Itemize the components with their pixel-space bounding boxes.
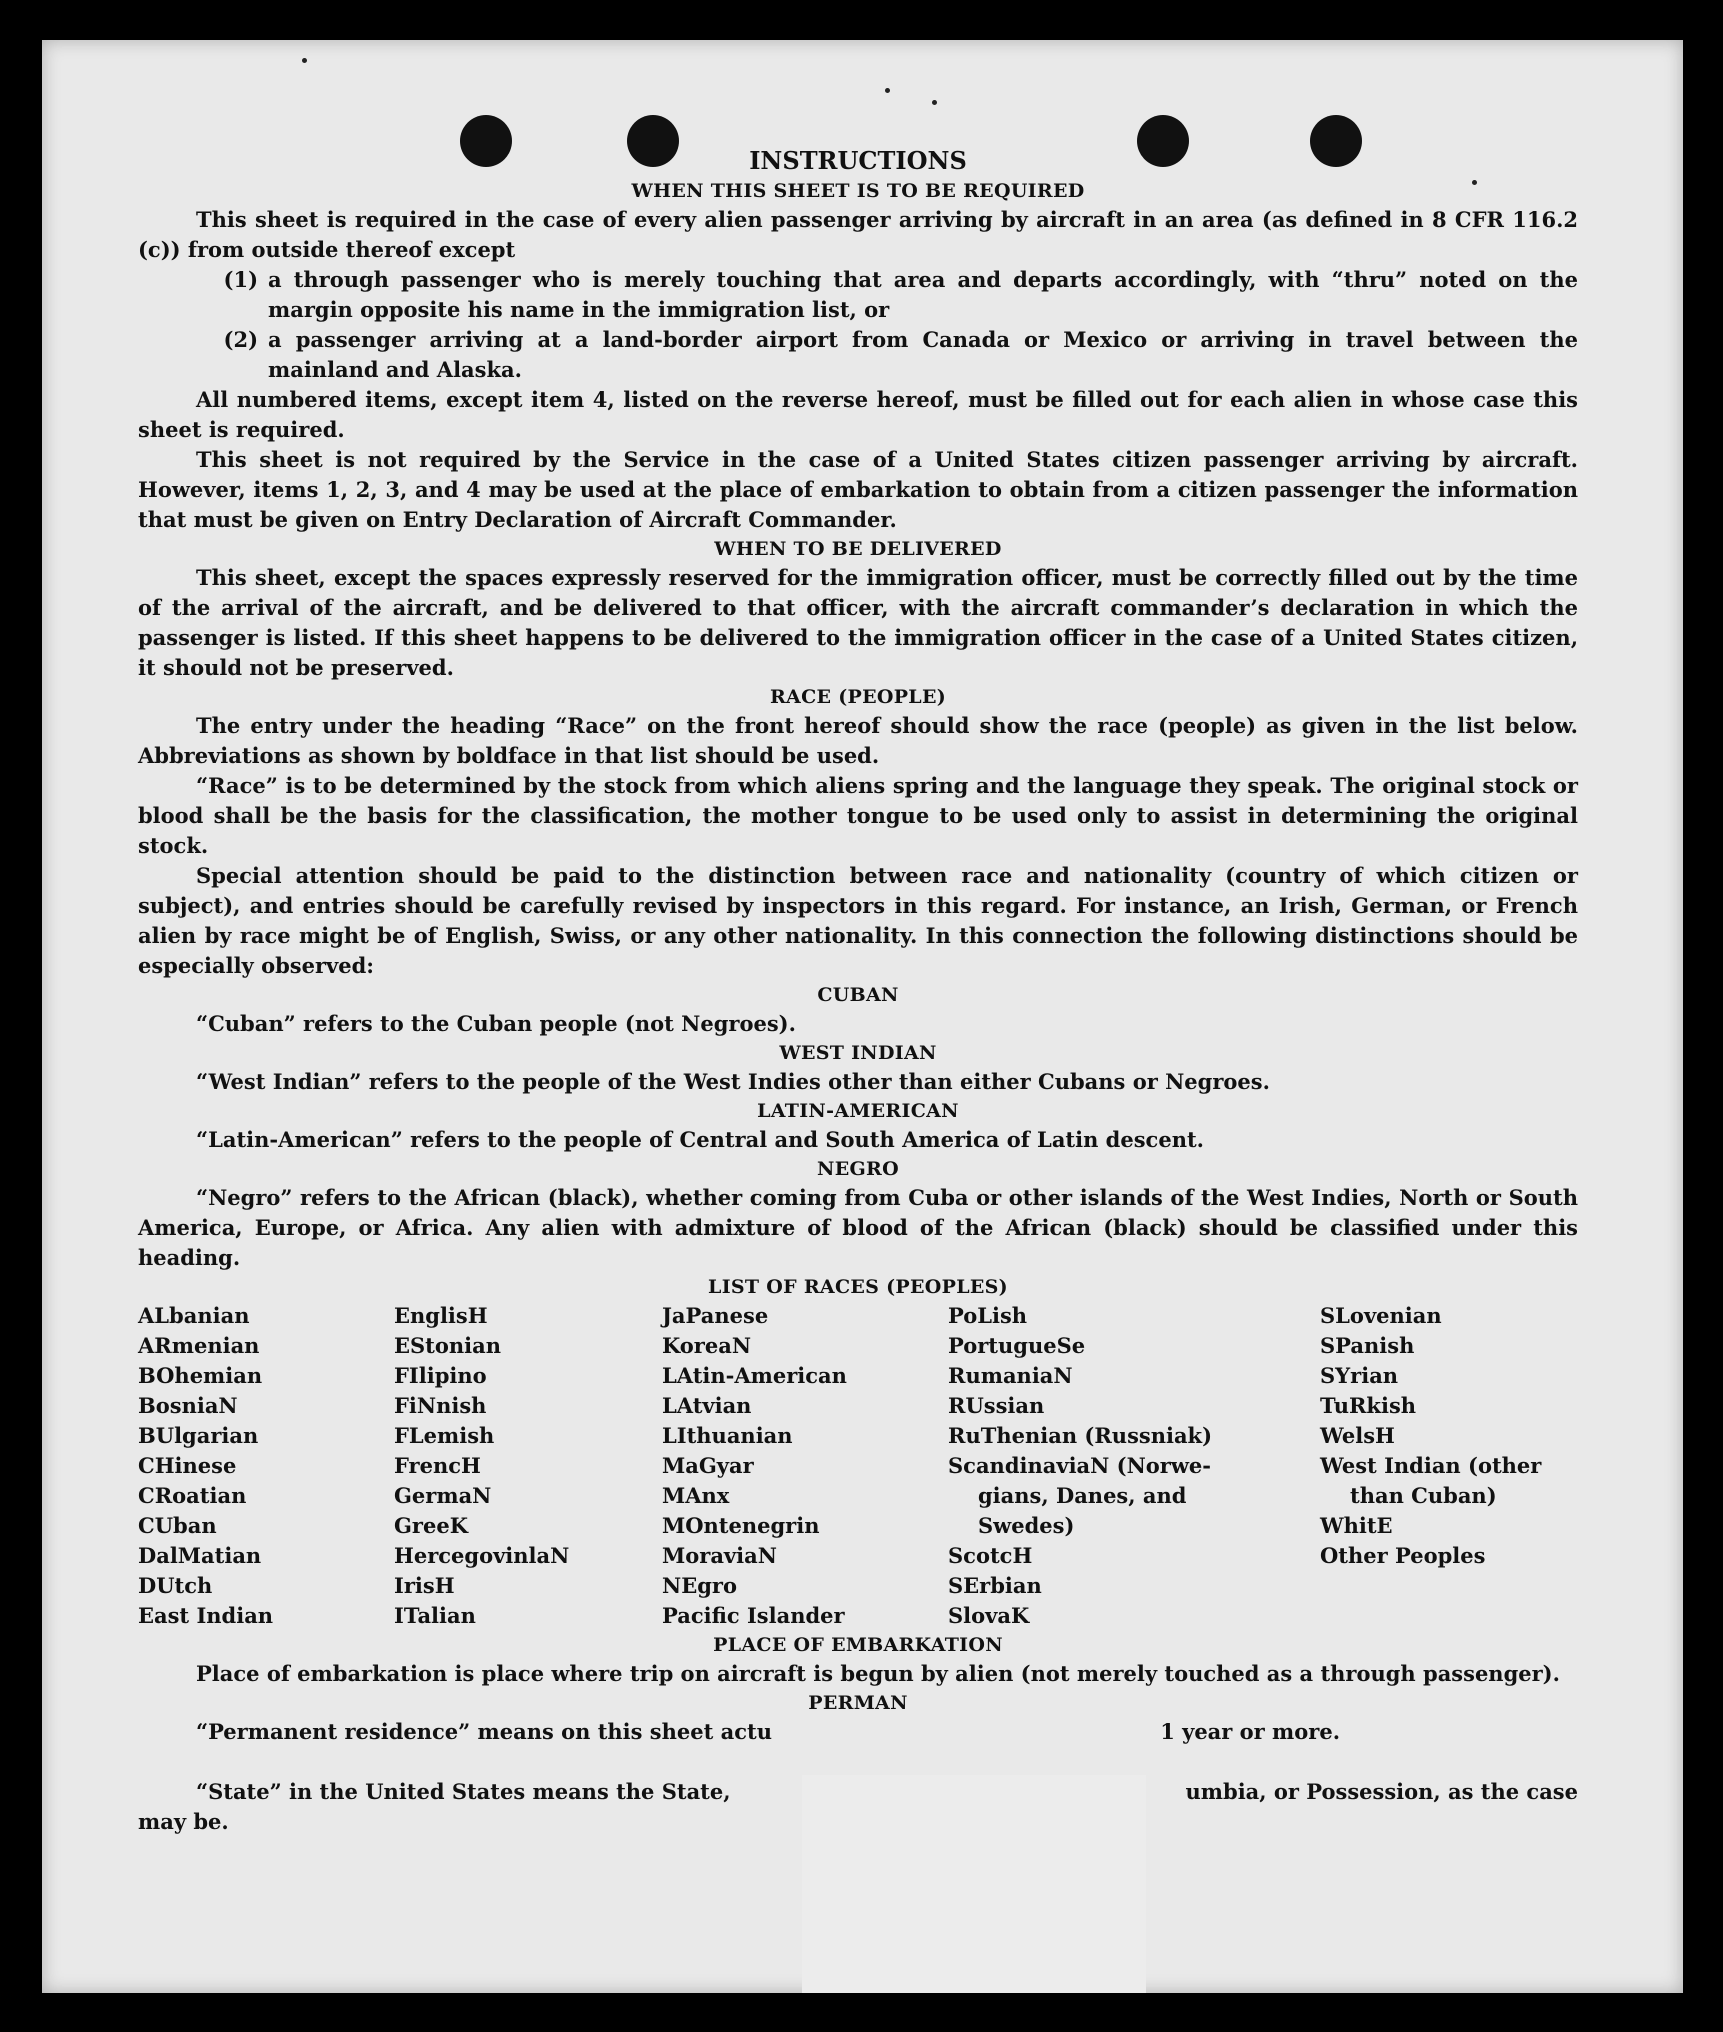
race-item: CHinese <box>138 1453 237 1478</box>
race-item: West Indian (other <box>1320 1453 1542 1478</box>
races-column-3 <box>662 1301 948 1631</box>
heading-race: RACE (PEOPLE) <box>769 686 947 708</box>
paragraph: All numbered items, except item 4, listed on the reverse hereof, must be filled out for each alien in whose case this sheet is required. <box>138 387 1578 442</box>
page-title: INSTRUCTIONS <box>749 146 967 175</box>
document-page <box>42 40 1683 1993</box>
race-item: CRoatian <box>138 1483 247 1508</box>
race-item: ALbanian <box>138 1303 250 1328</box>
race-item: GermaN <box>394 1483 492 1508</box>
races-list <box>138 1301 1578 1631</box>
race-item: MOntenegrin <box>662 1513 820 1538</box>
paragraph: This sheet is not required by the Service in the case of a United States citizen passenger arriving by aircraft. However, items 1, 2, 3, and 4 may be used at the place of embarkation to obtain from a citizen passenger the information that must be given on Entry Declaration of Aircraft Commander. <box>138 447 1578 532</box>
race-item: EStonian <box>394 1333 501 1358</box>
paragraph: “Negro” refers to the African (black), whether coming from Cuba or other islands of the West Indies, North or South America, Europe, or Africa. Any alien with admixture of blood of the African (black) should be classified under this heading. <box>138 1185 1578 1270</box>
paragraph: This sheet, except the spaces expressly reserved for the immigration officer, must be correctly filled out by the time of the arrival of the aircraft, and be delivered to that officer, with the aircraft commander’s declaration in which the passenger is listed. If this sheet happens to be delivered to the immigration officer in the case of a United States citizen, it should not be preserved. <box>138 565 1578 680</box>
paragraph: “Cuban” refers to the Cuban people (not Negroes). <box>196 1011 796 1036</box>
race-item: MoraviaN <box>662 1543 777 1568</box>
paragraph: This sheet is required in the case of every alien passenger arriving by aircraft in an area (as defined in 8 CFR 116.2 (c)) from outside thereof except <box>138 207 1578 262</box>
heading-permanent-residence: PERMAN <box>808 1692 908 1714</box>
race-item: Swedes) <box>978 1513 1075 1538</box>
race-item: SlovaK <box>948 1603 1030 1628</box>
race-item: IrisH <box>394 1573 455 1598</box>
race-item: RUssian <box>948 1393 1045 1418</box>
list-item <box>138 325 1578 385</box>
race-item: TuRkish <box>1320 1393 1417 1418</box>
race-item: LAtin-American <box>662 1363 847 1388</box>
paragraph: “Latin-American” refers to the people of Central and South America of Latin descent. <box>196 1127 1204 1152</box>
race-item: WelsH <box>1320 1423 1395 1448</box>
list-item <box>138 265 1578 325</box>
heading-cuban: CUBAN <box>817 984 899 1006</box>
speck <box>302 58 307 63</box>
heading-latin-american: LATIN-AMERICAN <box>757 1100 959 1122</box>
spacer <box>138 1747 1578 1777</box>
race-item: BUlgarian <box>138 1423 259 1448</box>
race-item: NEgro <box>662 1573 737 1598</box>
race-item: DalMatian <box>138 1543 262 1568</box>
race-item: WhitE <box>1320 1513 1393 1538</box>
race-item: FIlipino <box>394 1363 487 1388</box>
permanent-residence-line <box>138 1717 1578 1747</box>
race-item: KoreaN <box>662 1333 752 1358</box>
race-item: SLovenian <box>1320 1303 1442 1328</box>
item-number: (1) <box>223 267 258 292</box>
race-item: HercegovinlaN <box>394 1543 570 1568</box>
paragraph-fragment: may be. <box>138 1809 229 1834</box>
paragraph: Place of embarkation is place where trip on aircraft is begun by alien (not merely touched as a through passenger). <box>196 1661 1560 1686</box>
race-item: ARmenian <box>138 1333 260 1358</box>
race-item: LAtvian <box>662 1393 752 1418</box>
race-item: BosniaN <box>138 1393 238 1418</box>
races-column-5 <box>1320 1301 1578 1631</box>
heading-required: WHEN THIS SHEET IS TO BE REQUIRED <box>631 180 1085 202</box>
race-item: than Cuban) <box>1350 1483 1497 1508</box>
race-item: East Indian <box>138 1603 274 1628</box>
race-item: Other Peoples <box>1320 1543 1486 1568</box>
race-item: RuThenian (Russniak) <box>948 1423 1213 1448</box>
item-number: (2) <box>223 327 258 352</box>
paragraph-fragment: 1 year or more. <box>1160 1719 1340 1744</box>
heading-negro: NEGRO <box>817 1158 899 1180</box>
race-item: FLemish <box>394 1423 495 1448</box>
paragraph: Special attention should be paid to the distinction between race and nationality (country of which citizen or subject), and entries should be carefully revised by inspectors in this regard. For instance, an Irish, German, or French alien by race might be of English, Swiss, or any other nationality. In this connection the following distinctions should be especially observed: <box>138 863 1578 978</box>
race-item: PoLish <box>948 1303 1028 1328</box>
race-item: ITalian <box>394 1603 476 1628</box>
race-item: ScandinaviaN (Norwe- <box>948 1453 1212 1478</box>
paragraph: “West Indian” refers to the people of the West Indies other than either Cubans or Negroes. <box>196 1069 1270 1094</box>
race-item: EnglisH <box>394 1303 488 1328</box>
heading-embarkation: PLACE OF EMBARKATION <box>713 1634 1003 1656</box>
race-item: ScotcH <box>948 1543 1033 1568</box>
race-item: PortugueSe <box>948 1333 1086 1358</box>
race-item: RumaniaN <box>948 1363 1073 1388</box>
paragraph-fragment: “Permanent residence” means on this sheet actu <box>196 1719 772 1744</box>
race-item: FrencH <box>394 1453 481 1478</box>
race-item: SErbian <box>948 1573 1042 1598</box>
speck <box>932 100 937 105</box>
item-text: a passenger arriving at a land-border airport from Canada or Mexico or arriving in travel between the mainland and Alaska. <box>268 327 1578 382</box>
race-item: MaGyar <box>662 1453 754 1478</box>
race-item: SYrian <box>1320 1363 1399 1388</box>
paragraph: “Race” is to be determined by the stock from which aliens spring and the language they speak. The original stock or blood shall be the basis for the classification, the mother tongue to be used only to assist in determining the original stock. <box>138 773 1578 858</box>
paragraph-fragment: “State” in the United States means the State, <box>196 1779 731 1804</box>
paper-patch <box>802 1775 1146 1993</box>
race-item: CUban <box>138 1513 217 1538</box>
heading-delivered: WHEN TO BE DELIVERED <box>714 538 1002 560</box>
race-item: gians, Danes, and <box>978 1483 1187 1508</box>
race-item: SPanish <box>1320 1333 1415 1358</box>
race-item: JaPanese <box>662 1303 769 1328</box>
race-item: LIthuanian <box>662 1423 793 1448</box>
speck <box>885 88 890 93</box>
races-column-2 <box>394 1301 662 1631</box>
heading-list-of-races: LIST OF RACES (PEOPLES) <box>708 1276 1008 1298</box>
race-item: DUtch <box>138 1573 213 1598</box>
item-text: a through passenger who is merely touching that area and departs accordingly, with “thru” noted on the margin opposite his name in the immigration list, or <box>268 267 1578 322</box>
race-item: GreeK <box>394 1513 468 1538</box>
paragraph-fragment: umbia, or Possession, as the case <box>1185 1779 1578 1804</box>
race-item: BOhemian <box>138 1363 263 1388</box>
race-item: FiNnish <box>394 1393 487 1418</box>
race-item: MAnx <box>662 1483 730 1508</box>
races-column-1 <box>138 1301 394 1631</box>
race-item: Pacific Islander <box>662 1603 845 1628</box>
heading-west-indian: WEST INDIAN <box>779 1042 937 1064</box>
paragraph: The entry under the heading “Race” on the front hereof should show the race (people) as given in the list below. Abbreviations as shown by boldface in that list should be used. <box>138 713 1578 768</box>
instructions-body <box>138 145 1578 1837</box>
races-column-4 <box>948 1301 1320 1631</box>
